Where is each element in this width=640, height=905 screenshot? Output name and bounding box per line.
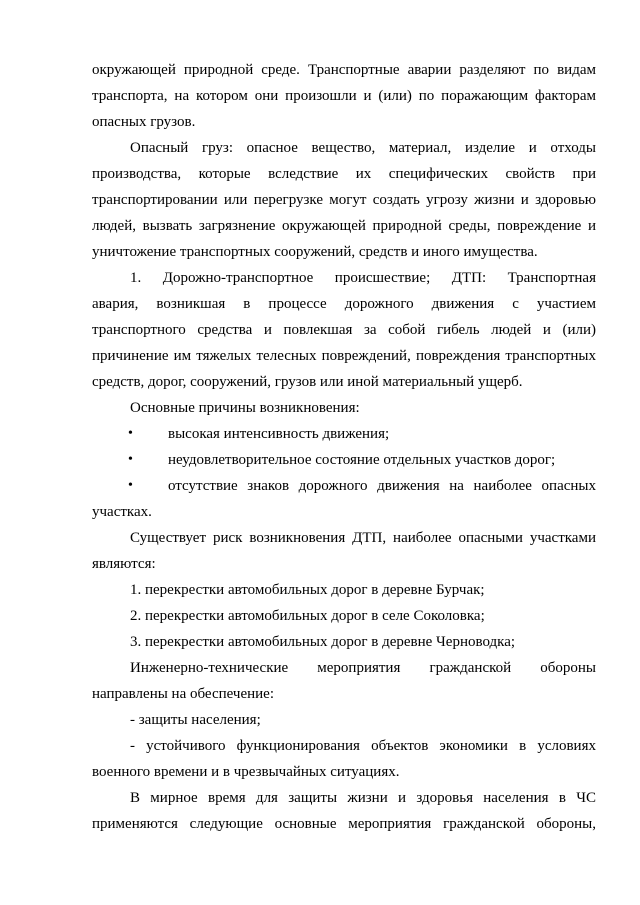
text-line: 3. перекрестки автомобильных дорог в деревне Черноводка;	[130, 634, 516, 650]
text-line: участках.	[92, 504, 152, 520]
text-line: применяются следующие основные мероприятия гражданской обороны,	[92, 816, 596, 832]
text-line: средств, дорог, сооружений, грузов или иной материальный ущерб.	[92, 374, 523, 390]
text-line: причинение им тяжелых телесных повреждений, повреждения транспортных	[92, 348, 596, 364]
text-line: уничтожение транспортных сооружений, средств и иного имущества.	[92, 244, 538, 260]
bullet-icon: •	[128, 478, 133, 493]
text-line: В мирное время для защиты жизни и здоровья населения в ЧС	[130, 790, 596, 806]
bullet-text: высокая интенсивность движения;	[168, 426, 390, 442]
text-line: транспортировании или перегрузке могут создать угрозу жизни и здоровью	[92, 192, 596, 208]
text-line: являются:	[92, 556, 156, 572]
text-line: авария, возникшая в процессе дорожного движения с участием	[92, 296, 596, 312]
text-line: Основные причины возникновения:	[130, 400, 360, 416]
text-line: 2. перекрестки автомобильных дорог в селе Соколовка;	[130, 608, 485, 624]
text-line: - устойчивого функционирования объектов экономики в условиях	[130, 738, 596, 754]
text-line: 1. Дорожно-транспортное происшествие; ДТП: Транспортная	[130, 270, 596, 286]
text-line: - защиты населения;	[130, 712, 261, 728]
bullet-list-item	[92, 447, 596, 473]
text-line: людей, вызвать загрязнение окружающей природной среды, повреждение и	[92, 218, 596, 234]
text-line: окружающей природной среде. Транспортные аварии разделяют по видам	[92, 62, 596, 78]
bullet-text: неудовлетворительное состояние отдельных участков дорог;	[168, 452, 556, 468]
text-line: 1. перекрестки автомобильных дорог в деревне Бурчак;	[130, 582, 485, 598]
text-line: опасных грузов.	[92, 114, 196, 130]
bullet-icon: •	[128, 426, 133, 441]
text-line: транспорта, на котором они произошли и (или) по поражающим факторам	[92, 88, 596, 104]
bullet-list-item	[92, 421, 596, 447]
text-line: военного времени и в чрезвычайных ситуациях.	[92, 764, 400, 780]
text-line: направлены на обеспечение:	[92, 686, 275, 702]
bullet-list-item	[92, 473, 596, 499]
text-line: Опасный груз: опасное вещество, материал, изделие и отходы	[130, 140, 596, 156]
document-page	[92, 57, 596, 837]
bullet-text: отсутствие знаков дорожного движения на наиболее опасных	[168, 478, 596, 494]
text-line: производства, которые вследствие их специфических свойств при	[92, 166, 596, 182]
text-line: Существует риск возникновения ДТП, наиболее опасными участками	[130, 530, 596, 546]
bullet-icon: •	[128, 452, 133, 467]
text-line: транспортного средства и повлекшая за собой гибель людей и (или)	[92, 322, 596, 338]
text-line: Инженерно-технические мероприятия гражданской обороны	[130, 660, 596, 676]
